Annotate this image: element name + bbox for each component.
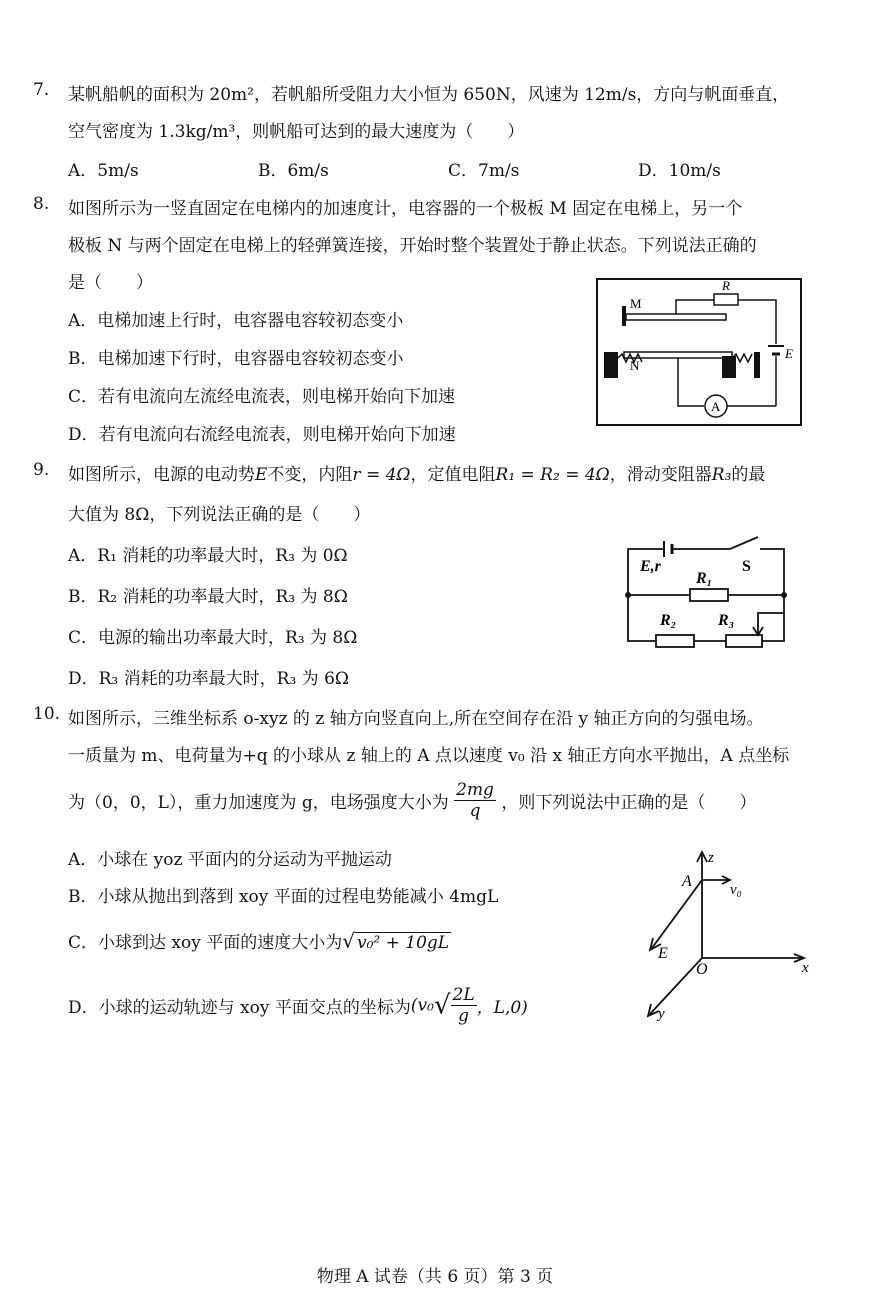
q10-label-e: E [658,945,668,962]
q10-line3 [68,780,756,821]
q10-line1: 如图所示，三维坐标系 o-xyz 的 z 轴方向竖直向上,所在空间存在沿 y 轴正方向的匀强电场。 [68,709,764,729]
q8-capacitor-figure [596,278,802,426]
q9-option-b: B．R₂ 消耗的功率最大时，R₃ 为 8Ω [68,587,348,607]
q9-circuit-figure [620,535,792,653]
q8-label-m: M [630,296,642,311]
q10-axes-figure [636,846,816,1024]
q10-option-d: D．小球的运动轨迹与 xoy 平面交点的坐标为(v₀√ $\frac{2L}{g}$ ，L,0) [68,985,528,1026]
q10-label-v0: v₀ [730,882,742,898]
q10-option-d-pre: (v₀ [410,995,434,1016]
q8-label-n: N [630,358,640,373]
q9-number: 9. [33,460,50,480]
q9-line1-b: 不变，内阻 [267,465,353,485]
q9-line1-a: 如图所示，电源的电动势 [68,465,255,485]
q7-number: 7. [33,80,50,100]
q10-option-d-post: ，L,0) [476,998,528,1018]
q8-line2: 极板 N 与两个固定在电梯上的轻弹簧连接，开始时整个装置处于静止状态。下列说法正确的 [68,236,757,256]
q9-label-r2: R₂ [660,612,677,629]
q10-label-o: O [696,961,708,978]
q9-line1 [68,460,765,485]
q10-option-a: A．小球在 yoz 平面内的分运动为平抛运动 [68,850,392,870]
q10-label-z: z [708,850,714,866]
q8-line3: 是（ ） [68,273,153,293]
q8-line1: 如图所示为一竖直固定在电梯内的加速度计，电容器的一个极板 M 固定在电梯上，另一个 [68,199,743,219]
q10-option-d-num: 2L [452,985,475,1005]
q9-option-c: C．电源的输出功率最大时，R₃ 为 8Ω [68,628,358,648]
q10-frac-den: q [469,801,481,821]
q10-option-d-den: g [458,1006,470,1026]
q10-line3-a: 为（0，0，L），重力加速度为 g，电场强度大小为 [68,793,449,813]
q9-label-s: S [742,558,751,575]
q10-line3-b: ，则下列说法中正确的是（ ） [501,793,757,813]
q8-number: 8. [33,194,50,214]
q10-option-b: B．小球从抛出到落到 xoy 平面的过程电势能减小 4mgL [68,887,499,907]
q7-option-d: D．10m/s [638,161,721,181]
q7-line1: 某帆船帆的面积为 20m²，若帆船所受阻力大小恒为 650N，风速为 12m/s，方向与帆面垂直， [68,85,790,105]
page-footer: 物理 A 试卷（共 6 页）第 3 页 [316,1267,554,1287]
q9-line1-c: ，定值电阻 [410,465,496,485]
q9-e: E [255,465,268,485]
q8-option-d: D．若有电流向右流经电流表，则电梯开始向下加速 [68,425,456,445]
q10-option-d-text: D．小球的运动轨迹与 xoy 平面交点的坐标为 [68,998,411,1018]
q10-number: 10. [33,704,61,724]
q8-option-b: B．电梯加速下行时，电容器电容较初态变小 [68,349,404,369]
q9-line2: 大值为 8Ω，下列说法正确的是（ ） [68,505,371,525]
q9-r-eq: r = 4Ω [352,465,411,485]
q10-option-c: C．小球到达 xoy 平面的速度大小为√ v₀² + 10gL [68,929,450,953]
q10-label-a: A [682,873,692,890]
q8-label-r: R [722,278,730,293]
q10-option-c-text: C．小球到达 xoy 平面的速度大小为 [68,933,343,953]
q7-line2: 空气密度为 1.3kg/m³，则帆船可达到的最大速度为（ ） [68,122,525,142]
q10-option-c-expr: v₀² + 10gL [357,933,450,953]
q9-line1-d: ，滑动变阻器 [609,465,712,485]
q10-option-d-frac [451,985,477,1026]
q9-option-d: D．R₃ 消耗的功率最大时，R₃ 为 6Ω [68,669,349,689]
q8-option-c: C．若有电流向左流经电流表，则电梯开始向下加速 [68,387,456,407]
q9-label-er: E,r [640,558,661,575]
q9-r-values: R₁ = R₂ = 4Ω [495,465,610,485]
q8-label-a: A [711,399,721,414]
q10-label-y: y [658,1006,665,1022]
q10-field-fraction [454,780,496,821]
q7-option-a: A．5m/s [68,161,139,181]
q9-line1-e: 的最 [731,465,766,485]
q10-frac-num: 2mg [456,780,494,800]
q9-r3: R₃ [711,465,732,485]
q10-label-x: x [802,960,809,976]
q8-label-e: E [785,346,793,361]
q7-option-c: C．7m/s [448,161,520,181]
q7-option-b: B．6m/s [258,161,329,181]
q10-line2: 一质量为 m、电荷量为+q 的小球从 z 轴上的 A 点以速度 v₀ 沿 x 轴正方向水平抛出，A 点坐标 [68,746,790,766]
q9-label-r3: R₃ [718,612,735,629]
q9-option-a: A．R₁ 消耗的功率最大时，R₃ 为 0Ω [68,546,348,566]
q9-label-r1: R₁ [696,570,713,587]
q8-option-a: A．电梯加速上行时，电容器电容较初态变小 [68,311,404,331]
